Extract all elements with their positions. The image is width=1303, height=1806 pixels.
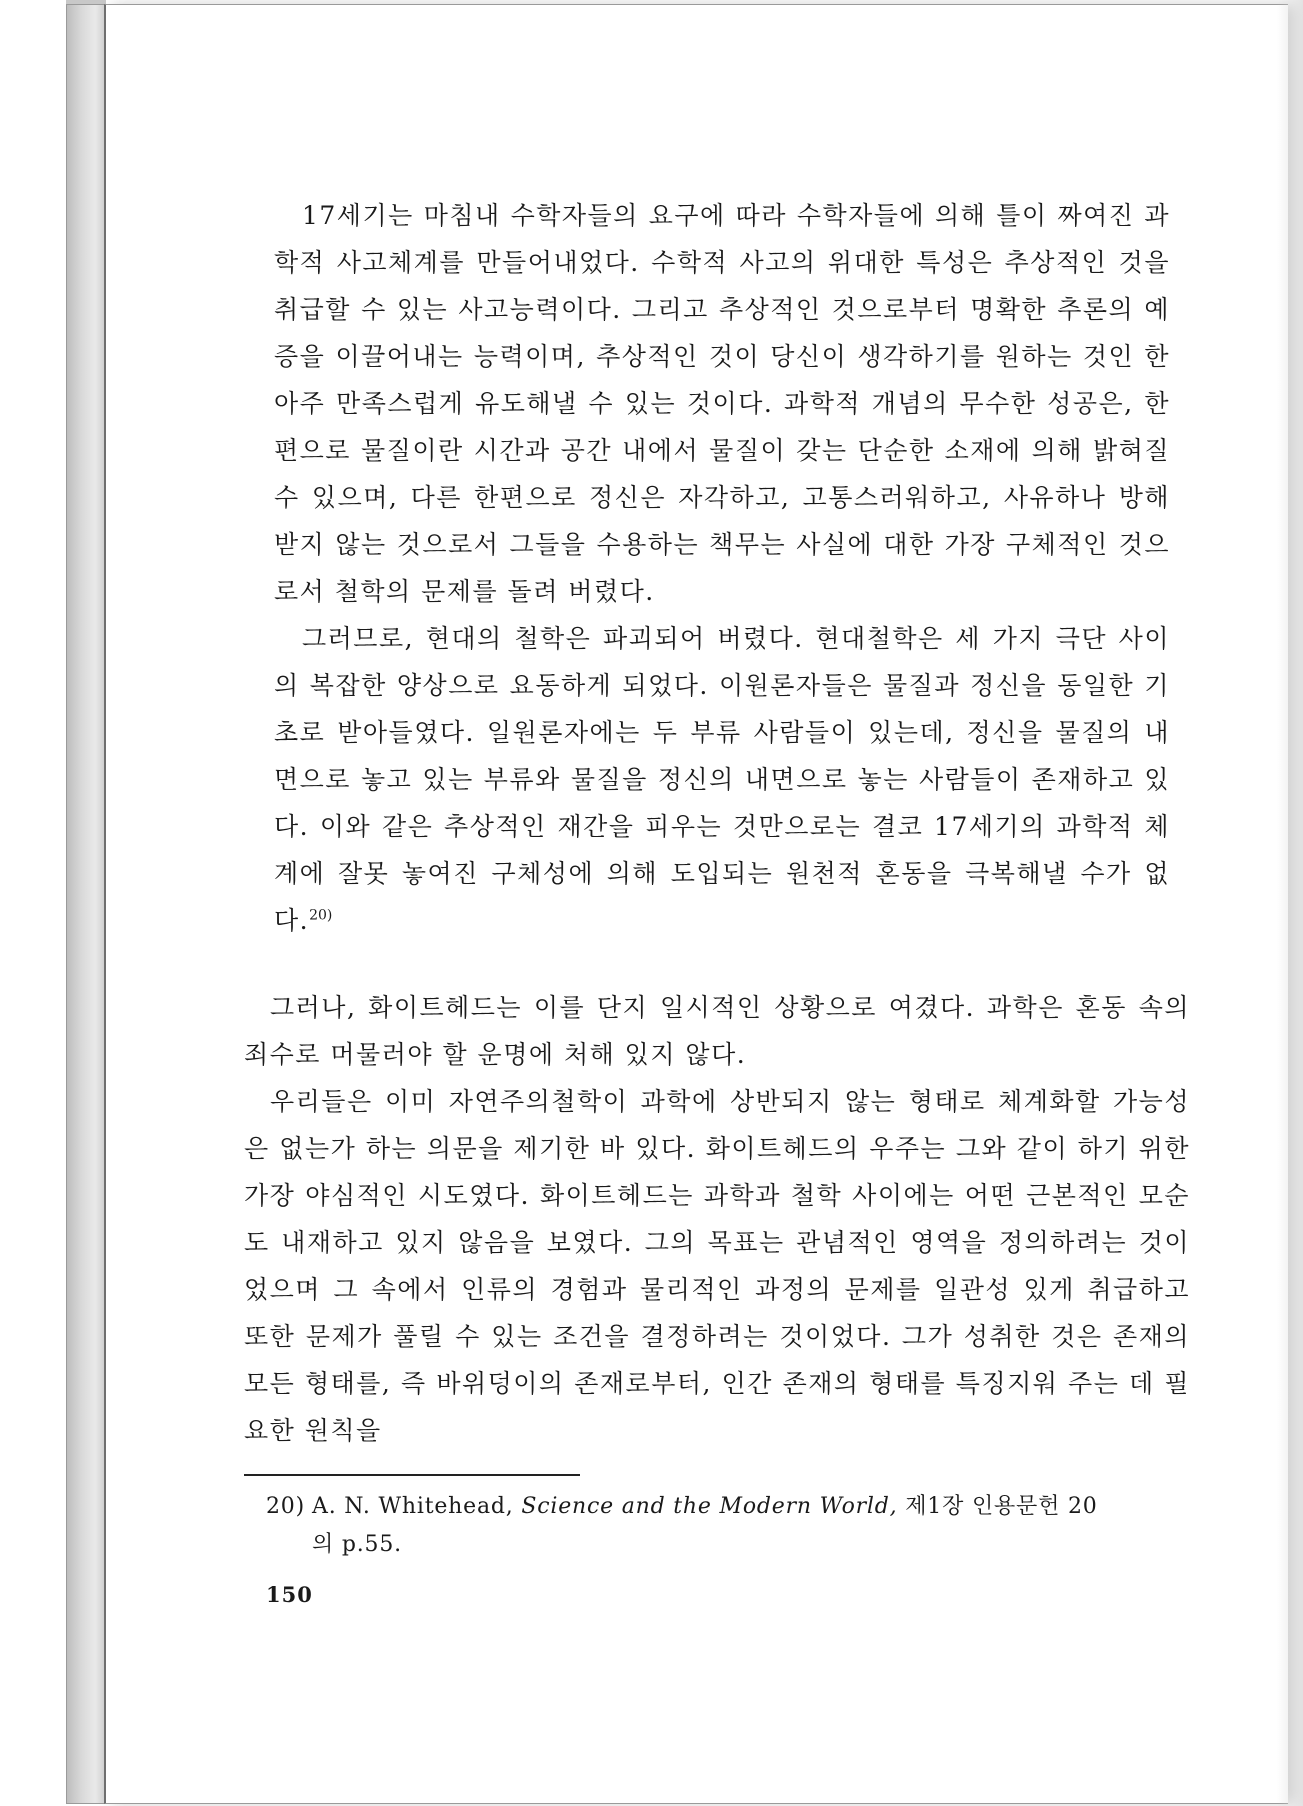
- footnote-line-1: [266, 1488, 1196, 1526]
- quote-paragraph-1: 17세기는 마침내 수학자들의 요구에 따라 수학자들에 의해 틀이 짜여진 과학적 사고체계를 만들어내었다. 수학적 사고의 위대한 특성은 추상적인 것을 취급할 수 있는 사고능력이다. 그리고 추상적인 것으로부터 명확한 추론의 예증을 이끌어내는 능력이며, 추상적인 것이 당신이 생각하기를 원하는 것인 한 아주 만족스럽게 유도해낼 수 있는 것이다. 과학적 개념의 무수한 성공은, 한편으로 물질이란 시간과 공간 내에서 물질이 갖는 단순한 소재에 의해 밝혀질 수 있으며, 다른 한편으로 정신은 자각하고, 고통스러워하고, 사유하나 방해받지 않는 것으로서 그들을 수용하는 책무는 사실에 대한 가장 구체적인 것으로서 철학의 문제를 돌려 버렸다.: [274, 201, 1170, 606]
- footnote-divider: [244, 1474, 580, 1476]
- book-spine: [66, 4, 107, 1804]
- block-quote: [270, 192, 1170, 944]
- footnote-line-2: 의 p.55.: [312, 1532, 402, 1557]
- quote-paragraph-2-text: 그러므로, 현대의 철학은 파괴되어 버렸다. 현대철학은 세 가지 극단 사이의 복잡한 양상으로 요동하게 되었다. 이원론자들은 물질과 정신을 동일한 기초로 받아들였다. 일원론자에는 두 부류 사람들이 있는데, 정신을 물질의 내면으로 놓고 있는 부류와 물질을 정신의 내면으로 놓는 사람들이 존재하고 있다. 이와 같은 추상적인 재간을 피우는 것만으로는 결코 17세기의 과학적 체계에 잘못 놓여진 구체성에 의해 도입되는 원천적 혼동을 극복해낼 수가 없다.: [274, 624, 1170, 935]
- footnote-number: 20): [266, 1494, 305, 1519]
- page-number: 150: [266, 1582, 313, 1607]
- footnote-reference: 20): [309, 907, 333, 924]
- body-paragraph-2: 우리들은 이미 자연주의철학이 과학에 상반되지 않는 형태로 체계화할 가능성은 없는가 하는 의문을 제기한 바 있다. 화이트헤드의 우주는 그와 같이 하기 위한 가장 야심적인 시도였다. 화이트헤드는 과학과 철학 사이에는 어떤 근본적인 모순도 내재하고 있지 않음을 보였다. 그의 목표는 관념적인 영역을 정의하려는 것이었으며 그 속에서 인류의 경험과 물리적인 과정의 문제를 일관성 있게 취급하고 또한 문제가 풀릴 수 있는 조건을 결정하려는 것이었다. 그가 성취한 것은 존재의 모든 형태를, 즉 바위덩이의 존재로부터, 인간 존재의 형태를 특징지워 주는 데 필요한 원칙을: [244, 1087, 1190, 1445]
- footnote-author: A. N. Whitehead,: [312, 1494, 514, 1519]
- footnote: [266, 1488, 1196, 1564]
- body-text: [244, 984, 1190, 1454]
- quote-paragraph-2: [274, 615, 1170, 944]
- footnote-source: 제1장 인용문헌 20: [905, 1494, 1098, 1519]
- footnote-title: Science and the Modern World,: [521, 1494, 898, 1519]
- page-edge-shadow: [1277, 0, 1303, 1806]
- body-paragraph-1: 그러나, 화이트헤드는 이를 단지 일시적인 상황으로 여겼다. 과학은 혼동 속의 죄수로 머물러야 할 운명에 처해 있지 않다.: [244, 993, 1190, 1069]
- page-content: [244, 192, 1190, 1607]
